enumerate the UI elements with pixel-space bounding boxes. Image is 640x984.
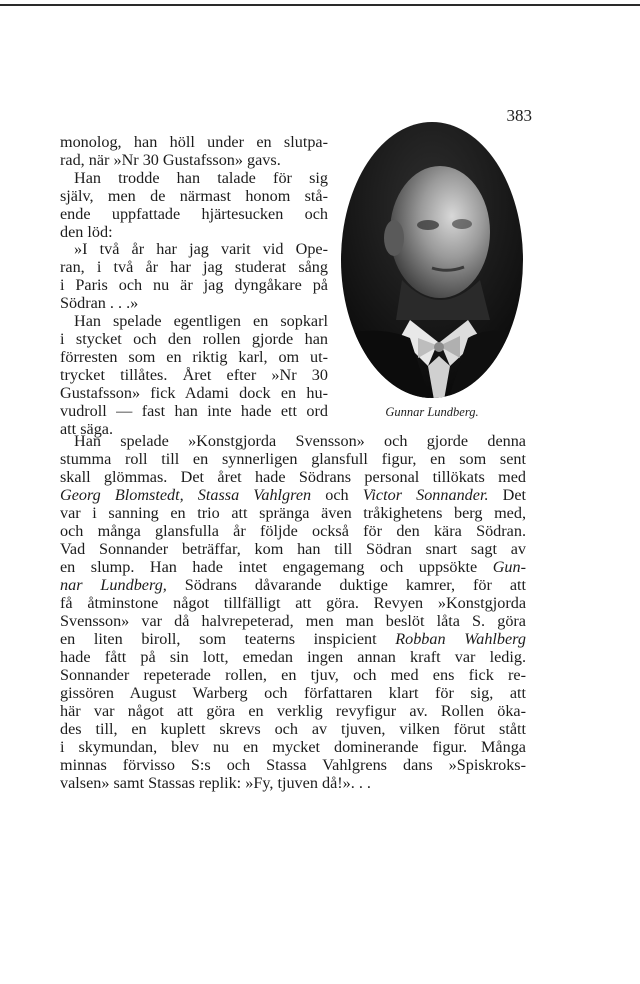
text-line: Södran . . .»: [60, 295, 139, 313]
text-line: monolog, han höll under en slutpa-: [60, 134, 328, 151]
text-line: Han spelade »Konstgjorda Svensson» och gjorde denna: [74, 432, 526, 450]
text-line: Vad Sonnander beträffar, kom han till Södran snart sagt av: [60, 540, 526, 558]
text-line: rad, när »Nr 30 Gustafsson» gavs.: [60, 151, 281, 169]
column-text: [60, 134, 328, 438]
text-line: i stycket och den rollen gjorde han: [60, 330, 328, 348]
text-line: Han spelade egentligen en sopkarl: [74, 313, 328, 331]
text-line: i skymundan, blev nu en mycket dominerande figur. Många: [60, 738, 526, 756]
text-line: hade fått på sin lott, emedan ingen annan kraft var ledig.: [60, 648, 526, 666]
portrait-photo: [340, 120, 524, 400]
person-name: Victor Sonnander.: [362, 486, 489, 504]
text-line: des till, en kuplett skrevs och av tjuven, vilken förut stått: [60, 720, 526, 738]
text-line: Georg Blomstedt, Stassa Vahlgren och Victor Sonnander. Det: [60, 486, 526, 504]
photo-caption: Gunnar Lundberg.: [385, 405, 479, 419]
text-line: trycket tillåtes. Året efter »Nr 30: [60, 366, 328, 384]
page-number: 383: [506, 106, 532, 125]
text-line: Sonnander repeterade rollen, en tjuv, och med ens fick re-: [60, 666, 526, 684]
text-line: ran, i två år har jag studerat sång: [60, 259, 328, 277]
text-line: själv, men de närmast honom stå-: [60, 187, 328, 205]
text-line: gissören August Warberg och författaren klart för sig, att: [60, 684, 526, 702]
text-line: här var något att göra en verklig revyfigur av. Rollen öka-: [60, 702, 526, 720]
person-name: nar Lundberg,: [60, 576, 167, 594]
text-line: en liten biroll, som teaterns inspicient Robban Wahlberg: [60, 630, 526, 648]
text-line: var i sanning en trio att spränga även tråkighetens berg med,: [60, 504, 526, 522]
text-line: Han trodde han talade för sig: [74, 169, 328, 187]
text-line: i Paris och nu är jag dyngåkare på: [60, 277, 328, 295]
text-line: stumma roll till en synnerligen glansfull figur, en som sent: [60, 450, 526, 468]
text-line: få åtminstone något tillfälligt att göra. Revyen »Konstgjorda: [60, 594, 526, 612]
text-line: vudroll — fast han inte hade ett ord: [60, 402, 328, 420]
text-line: att säga.: [60, 420, 114, 438]
text-line: ende uppfattade hjärtesucken och: [60, 205, 328, 223]
text-line: nar Lundberg, Södrans dåvarande duktige kamrer, för att: [60, 576, 526, 594]
text-line: skall glömmas. Det året hade Södrans personal tillökats med: [60, 468, 526, 486]
text-line: minnas förvisso S:s och Stassa Vahlgrens dans »Spiskroks-: [60, 756, 526, 774]
text-line: den löd:: [60, 223, 113, 241]
text-line: valsen» samt Stassas replik: »Fy, tjuven då!». . .: [60, 774, 371, 792]
text-line: Gustafsson» fick Adami dock en hu-: [60, 384, 328, 402]
body-text: [60, 432, 526, 792]
text-line: förresten som en riktig karl, om ut-: [60, 348, 328, 366]
text-line: »I två år har jag varit vid Ope-: [74, 241, 328, 259]
text-line: Svensson» var då halvrepeterad, men man beslöt låta S. göra: [60, 612, 526, 630]
person-name: Robban Wahlberg: [395, 630, 526, 648]
person-names: Georg Blomstedt, Stassa Vahlgren: [60, 486, 312, 504]
text-line: en slump. Han hade intet engagemang och uppsökte Gun-: [60, 558, 526, 576]
person-name: Gun-: [492, 558, 526, 576]
text-line: och många glansfulla år följde också för den kära Södran.: [60, 522, 526, 540]
top-rule: [0, 4, 640, 6]
